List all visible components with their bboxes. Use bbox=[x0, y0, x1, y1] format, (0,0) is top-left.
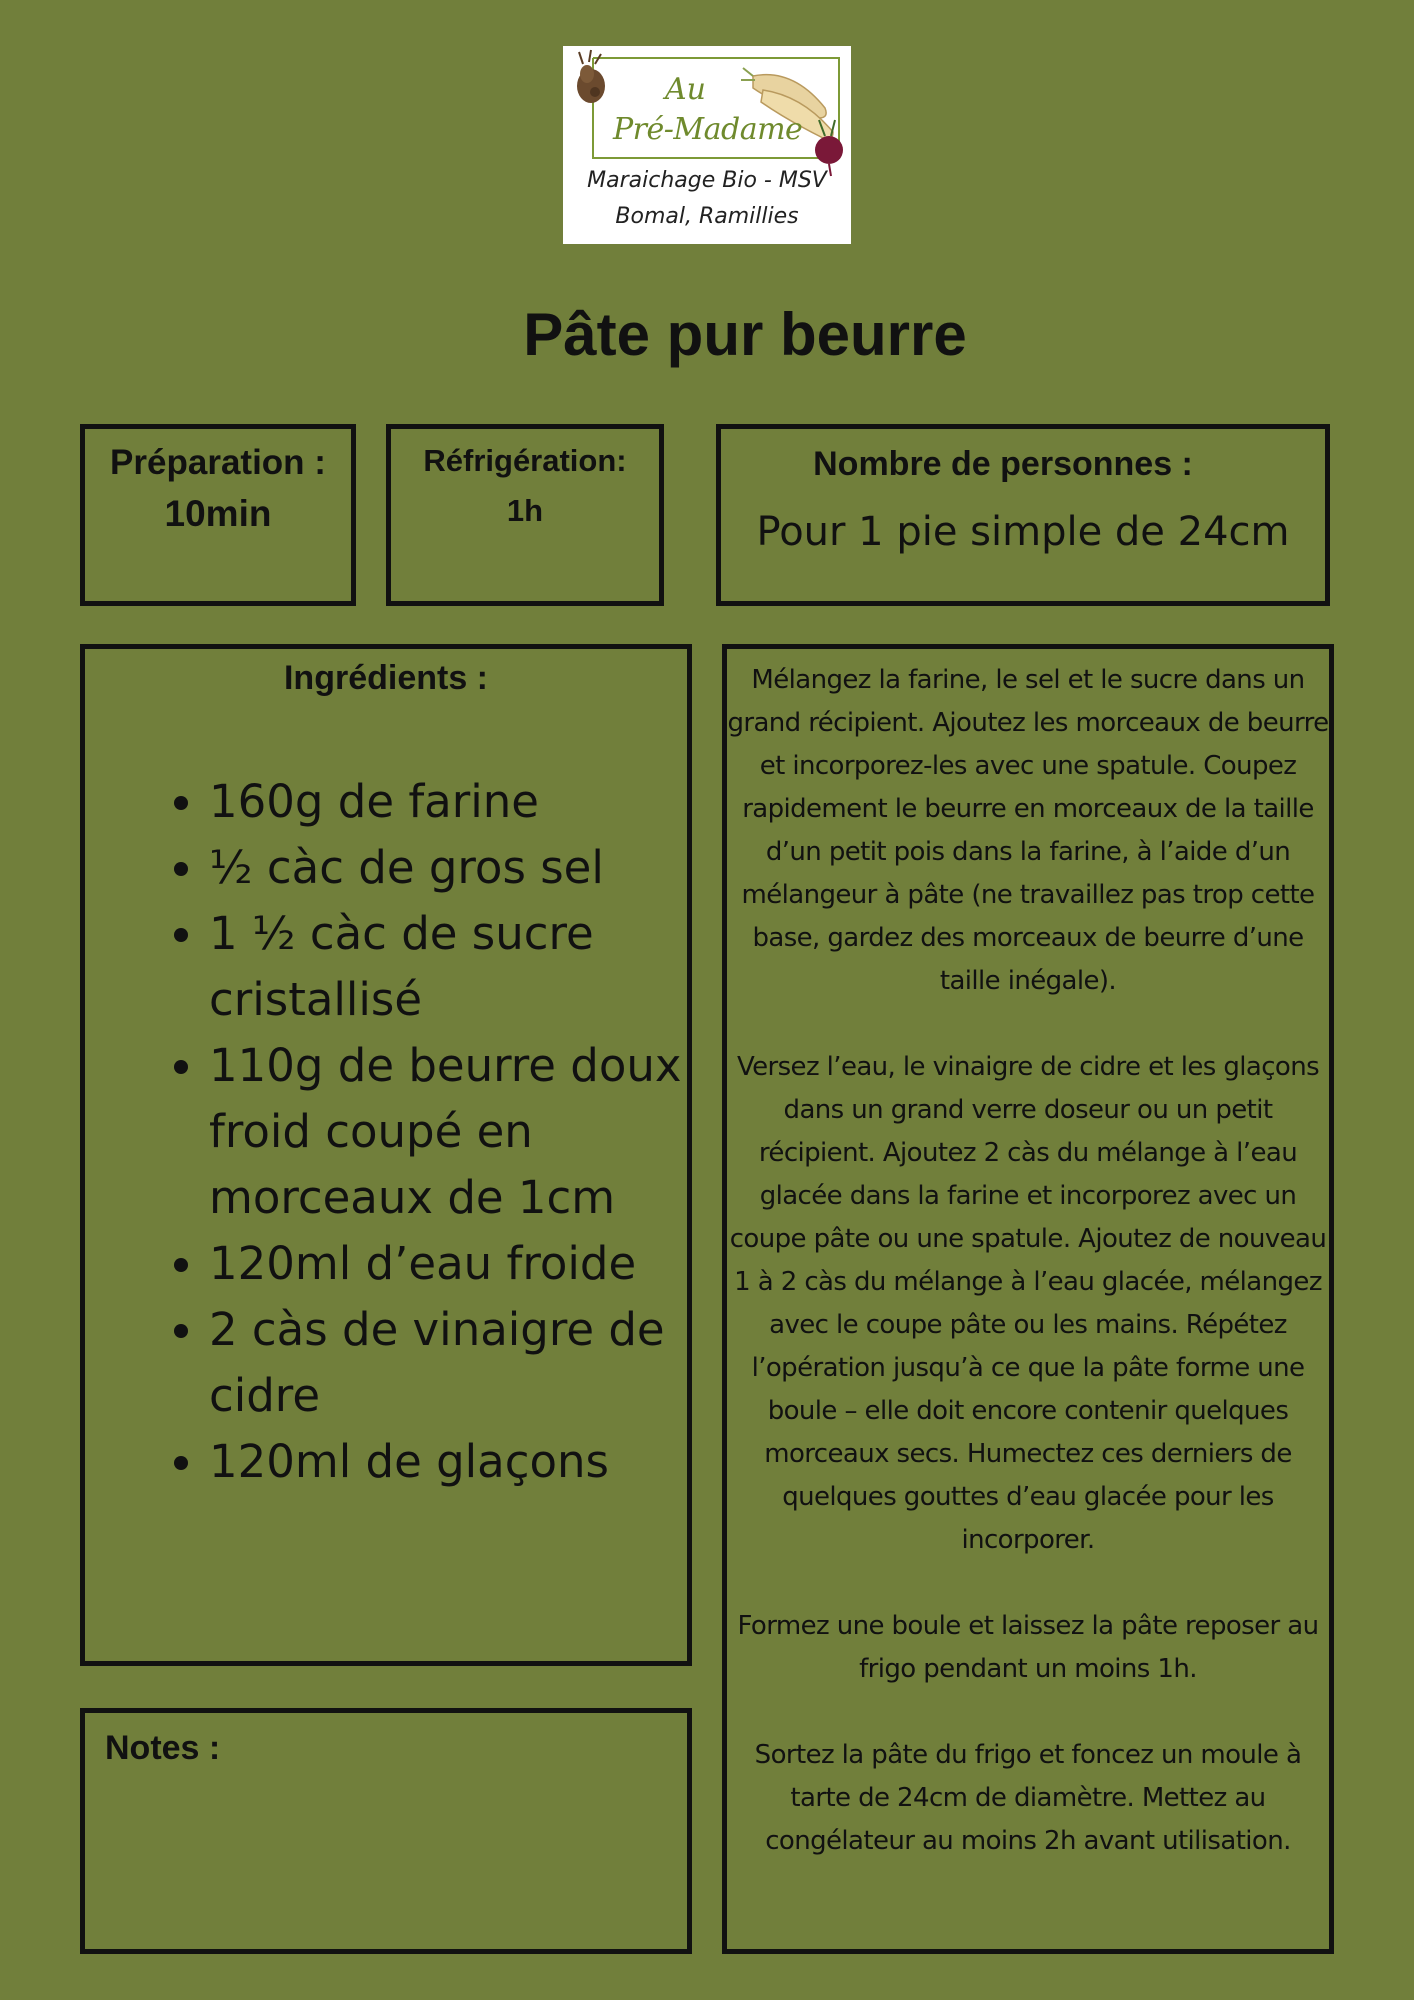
instruction-paragraph: Formez une boule et laissez la pâte reposer au frigo pendant un moins 1h. bbox=[737, 1611, 1319, 1684]
preparation-box bbox=[80, 424, 356, 606]
preparation-label: Préparation : bbox=[110, 443, 326, 482]
refrigeration-value: 1h bbox=[506, 493, 544, 528]
notes-heading: Notes : bbox=[105, 1729, 221, 1767]
logo bbox=[563, 46, 851, 244]
ingredient-item: • 160g de farine bbox=[209, 769, 709, 835]
logo-brand-line2: Pré-Madame bbox=[613, 112, 803, 147]
refrigeration-label: Réfrigération: bbox=[423, 443, 627, 478]
instructions-text bbox=[727, 659, 1329, 1863]
instructions-box bbox=[722, 644, 1334, 1954]
ingredients-heading: Ingrédients : bbox=[283, 659, 489, 697]
ingredient-item: • 120ml de glaçons bbox=[209, 1429, 709, 1495]
page-title: Pâte pur beurre bbox=[523, 301, 967, 368]
ingredient-item: • 2 càs de vinaigre de cidre bbox=[209, 1297, 709, 1429]
refrigeration-box bbox=[386, 424, 664, 606]
preparation-value: 10min bbox=[164, 493, 272, 534]
ingredient-item: • 1 ½ càc de sucre cristallisé bbox=[209, 901, 709, 1033]
instruction-paragraph: Versez l’eau, le vinaigre de cidre et les glaçons dans un grand verre doseur ou un petit récipient. Ajoutez 2 càs du mélange à l’eau glacée dans la farine et incorporez avec un coupe pâte ou une spatule. Ajoutez de nouveau 1 à 2 càs du mélange à l’eau glacée, mélangez avec le coupe pâte ou les mains. Répétez l’opération jusqu’à ce que la pâte forme une boule – elle doit encore contenir quelques morceaux secs. Humectez ces derniers de quelques gouttes d’eau glacée pour les incorporer. bbox=[729, 1052, 1327, 1555]
instruction-paragraph: Mélangez la farine, le sel et le sucre dans un grand récipient. Ajoutez les morceaux de beurre et incorporez-les avec une spatule. Coupez rapidement le beurre en morceaux de la taille d’un petit pois dans la farine, à l’aide d’un mélangeur à pâte (ne travaillez pas trop cette base, gardez des morceaux de beurre d’une taille inégale). bbox=[727, 665, 1329, 996]
ingredients-list bbox=[153, 769, 709, 1495]
servings-box bbox=[716, 424, 1330, 606]
logo-tagline-line1: Maraichage Bio - MSV bbox=[587, 168, 827, 193]
ingredient-item: • 120ml d’eau froide bbox=[209, 1231, 709, 1297]
notes-box bbox=[80, 1708, 692, 1954]
logo-brand-line1: Au bbox=[665, 72, 706, 107]
servings-value: Pour 1 pie simple de 24cm bbox=[756, 509, 1290, 555]
servings-label: Nombre de personnes : bbox=[813, 445, 1193, 483]
logo-tagline-line2: Bomal, Ramillies bbox=[615, 204, 799, 229]
instruction-paragraph: Sortez la pâte du frigo et foncez un moule à tarte de 24cm de diamètre. Mettez au congélateur au moins 2h avant utilisation. bbox=[754, 1740, 1302, 1856]
ingredients-box bbox=[80, 644, 692, 1666]
ingredient-item: • ½ càc de gros sel bbox=[209, 835, 709, 901]
ingredient-item: • 110g de beurre doux froid coupé en morceaux de 1cm bbox=[209, 1033, 709, 1231]
